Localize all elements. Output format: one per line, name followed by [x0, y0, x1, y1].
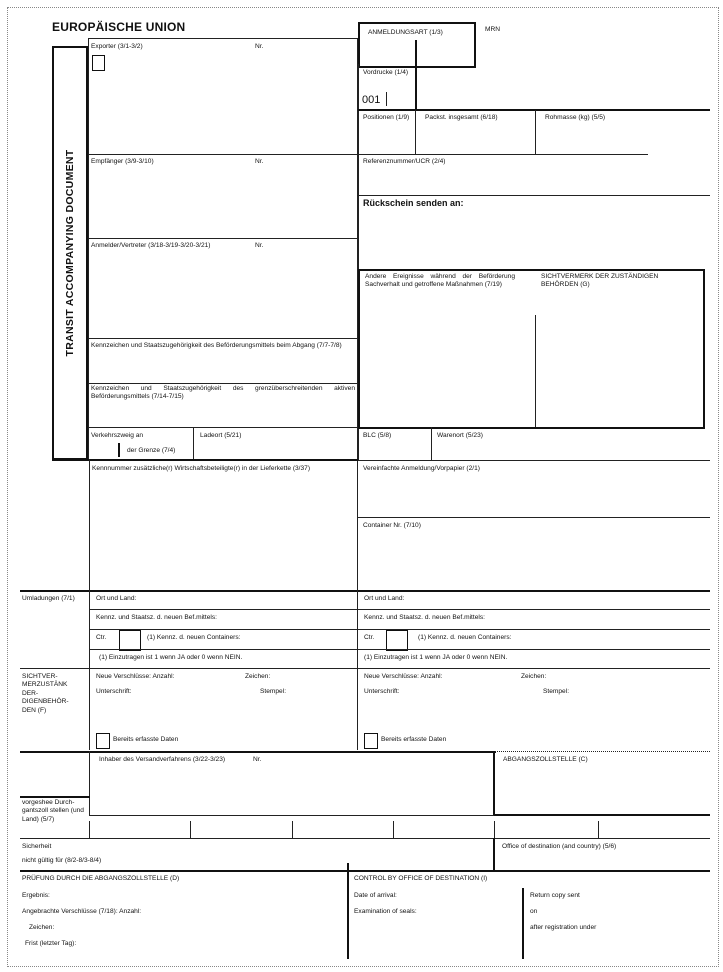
divider: [89, 821, 90, 838]
endorsement-f-label: SICHTVER-MERZUSTÄNK DER-DIGENBEHÖR-DEN (F): [22, 673, 69, 714]
divider: [495, 751, 710, 752]
control-departure-title: PRÜFUNG DURCH DIE ABGANGSZOLLSTELLE (D): [22, 875, 180, 882]
divider: [415, 40, 417, 109]
divider: [493, 751, 495, 815]
loading-place-label: Ladeort (5/21): [200, 432, 242, 439]
divider: [535, 315, 536, 427]
exporter-checkbox[interactable]: [92, 55, 105, 71]
note-left: (1) Einzutragen ist 1 wenn JA oder 0 wenn NEIN.: [99, 654, 243, 661]
divider: [20, 870, 710, 872]
return-to-label: Rückschein senden an:: [363, 198, 464, 208]
signature-left: Unterschrift:: [96, 688, 132, 695]
already-entered-left: Bereits erfasste Daten: [113, 736, 179, 743]
reference-label: Referenznummer/UCR (2/4): [363, 158, 446, 165]
divider: [415, 110, 416, 154]
already-entered-checkbox-right[interactable]: [364, 733, 378, 749]
divider: [88, 38, 358, 39]
divider: [88, 38, 89, 460]
already-entered-checkbox-left[interactable]: [96, 733, 110, 749]
divider: [522, 888, 524, 959]
transshipment-label: Umladungen (7/1): [22, 595, 75, 602]
declaration-type-label: ANMELDUNGSART (1/3): [368, 29, 443, 36]
consignee-label: Empfänger (3/9-3/10): [91, 158, 154, 165]
ctr-checkbox-left[interactable]: [119, 630, 141, 651]
consignee-nr-label: Nr.: [255, 158, 264, 165]
divider: [393, 821, 394, 838]
items-label: Positionen (1/9): [363, 114, 410, 121]
divider: [493, 838, 495, 870]
already-entered-right: Bereits erfasste Daten: [381, 736, 447, 743]
divider: [358, 517, 710, 518]
divider: [357, 590, 358, 750]
divider: [20, 838, 710, 839]
declarant-label: Anmelder/Vertreter (3/18-3/19-3/20-3/21): [91, 242, 211, 249]
divider: [358, 154, 648, 155]
guarantee-label: Sicherheit: [22, 843, 52, 850]
new-container-left: (1) Kennz. d. neuen Containers:: [147, 634, 241, 641]
document-title-box: [52, 46, 88, 460]
packages-label: Packst. insgesamt (6/18): [425, 114, 498, 121]
mrn-label: MRN: [485, 26, 501, 33]
office-destination-label: Office of destination (and country) (5/6): [502, 843, 617, 850]
place-country-right: Ort und Land:: [364, 595, 405, 602]
ctr-checkbox-right[interactable]: [386, 630, 408, 651]
blc-label: BLC (5/8): [363, 432, 392, 439]
arrival-label: Date of arrival:: [354, 892, 397, 899]
goods-location-label: Warenort (5/23): [437, 432, 483, 439]
after-reg-label: after registration under: [530, 924, 597, 931]
marks-left: Zeichen:: [245, 673, 271, 680]
divider: [598, 821, 599, 838]
holder-nr-label: Nr.: [253, 756, 262, 763]
simplified-label: Vereinfachte Anmeldung/Vorpapier (2/1): [363, 465, 480, 472]
divider: [347, 863, 349, 959]
divider: [20, 796, 90, 798]
mode-border-label: der Grenze (7/4): [127, 447, 176, 454]
divider: [88, 338, 358, 339]
divider: [358, 195, 710, 196]
divider: [88, 238, 358, 239]
divider: [89, 815, 494, 816]
on-label: on: [530, 908, 538, 915]
gross-mass-label: Rohmasse (kg) (5/5): [545, 114, 606, 121]
exporter-nr-label: Nr.: [255, 43, 264, 50]
divider: [88, 154, 358, 155]
divider: [89, 459, 90, 590]
forms-value: 001: [362, 94, 381, 106]
seals-exam-label: Examination of seals:: [354, 908, 417, 915]
return-sent-label: Return copy sent: [530, 892, 580, 899]
transport-border-label: Kennzeichen und Staatszugehörigkeit des grenzüberschreitenden aktiven Beförderungsmittels (7/14-7/15): [91, 385, 355, 401]
deadline-label: Frist (letzter Tag):: [25, 940, 77, 947]
new-container-right: (1) Kennz. d. neuen Containers:: [418, 634, 512, 641]
transport-departure-label: Kennzeichen und Staatszugehörigkeit des Beförderungsmittels beim Abgang (7/7-7/8): [91, 342, 342, 349]
stamp-left: Stempel:: [260, 688, 287, 695]
divider: [493, 814, 710, 816]
document-title: TRANSIT ACCOMPANYING DOCUMENT: [64, 149, 76, 357]
page-border: [7, 7, 719, 967]
not-valid-label: nicht gültig für (8/2-8/3-8/4): [22, 857, 102, 864]
union-title: EUROPÄISCHE UNION: [52, 20, 186, 34]
departure-office-label: ABGANGSZOLLSTELLE (C): [503, 756, 588, 763]
stamp-right: Stempel:: [543, 688, 570, 695]
divider: [292, 821, 293, 838]
divider: [20, 668, 710, 669]
divider: [386, 92, 387, 106]
forms-label: Vordrucke (1/4): [363, 69, 409, 76]
note-right: (1) Einzutragen ist 1 wenn JA oder 0 wenn NEIN.: [364, 654, 508, 661]
endorsement-g-label: SICHTVERMERK DER ZUSTÄNDIGEN BEHÖRDEN (G): [541, 273, 659, 289]
ctr-left: Ctr.: [96, 634, 107, 641]
divider: [89, 649, 710, 650]
divider: [89, 609, 710, 610]
divider: [193, 427, 194, 460]
divider: [358, 109, 710, 111]
control-marks-label: Zeichen:: [29, 924, 55, 931]
new-transport-right: Kennz. und Staatsz. d. neuen Bef.mittels:: [364, 614, 485, 621]
container-label: Container Nr. (7/10): [363, 522, 421, 529]
holder-label: Inhaber des Versandverfahrens (3/22-3/23): [99, 756, 226, 763]
divider: [535, 110, 536, 154]
divider: [20, 751, 496, 753]
signature-right: Unterschrift:: [364, 688, 400, 695]
divider: [358, 460, 710, 461]
incidents-box: [358, 269, 705, 429]
new-seals-left: Neue Verschlüsse: Anzahl:: [96, 673, 175, 680]
supply-chain-label: Kennnummer zusätzliche(r) Wirtschaftsbeteiligte(r) in der Lieferkette (3/37): [92, 465, 311, 472]
control-destination-title: CONTROL BY OFFICE OF DESTINATION (I): [354, 875, 488, 882]
divider: [89, 751, 90, 815]
seals-attached-label: Angebrachte Verschlüsse (7/18): Anzahl:: [22, 908, 142, 915]
declarant-nr-label: Nr.: [255, 242, 264, 249]
divider: [88, 383, 358, 384]
new-transport-left: Kennz. und Staatsz. d. neuen Bef.mittels:: [96, 614, 217, 621]
divider: [118, 443, 120, 457]
divider: [431, 427, 432, 460]
result-label: Ergebnis:: [22, 892, 50, 899]
exporter-label: Exporter (3/1-3/2): [91, 43, 143, 50]
divider: [20, 590, 710, 592]
new-seals-right: Neue Verschlüsse: Anzahl:: [364, 673, 443, 680]
divider: [494, 821, 495, 838]
divider: [52, 459, 358, 461]
divider: [89, 590, 90, 750]
ctr-right: Ctr.: [364, 634, 375, 641]
marks-right: Zeichen:: [521, 673, 547, 680]
divider: [88, 427, 358, 428]
transit-offices-label: vorgeshee Durch-gantszoll stellen (und Land) (5/7): [22, 799, 84, 823]
incidents-label: Andere Ereignisse während der Beförderung Sachverhalt und getroffene Maßnahmen (7/19): [365, 273, 515, 289]
divider: [190, 821, 191, 838]
mode-transport-label: Verkehrszweig an: [91, 432, 144, 439]
place-country-left: Ort und Land:: [96, 595, 137, 602]
